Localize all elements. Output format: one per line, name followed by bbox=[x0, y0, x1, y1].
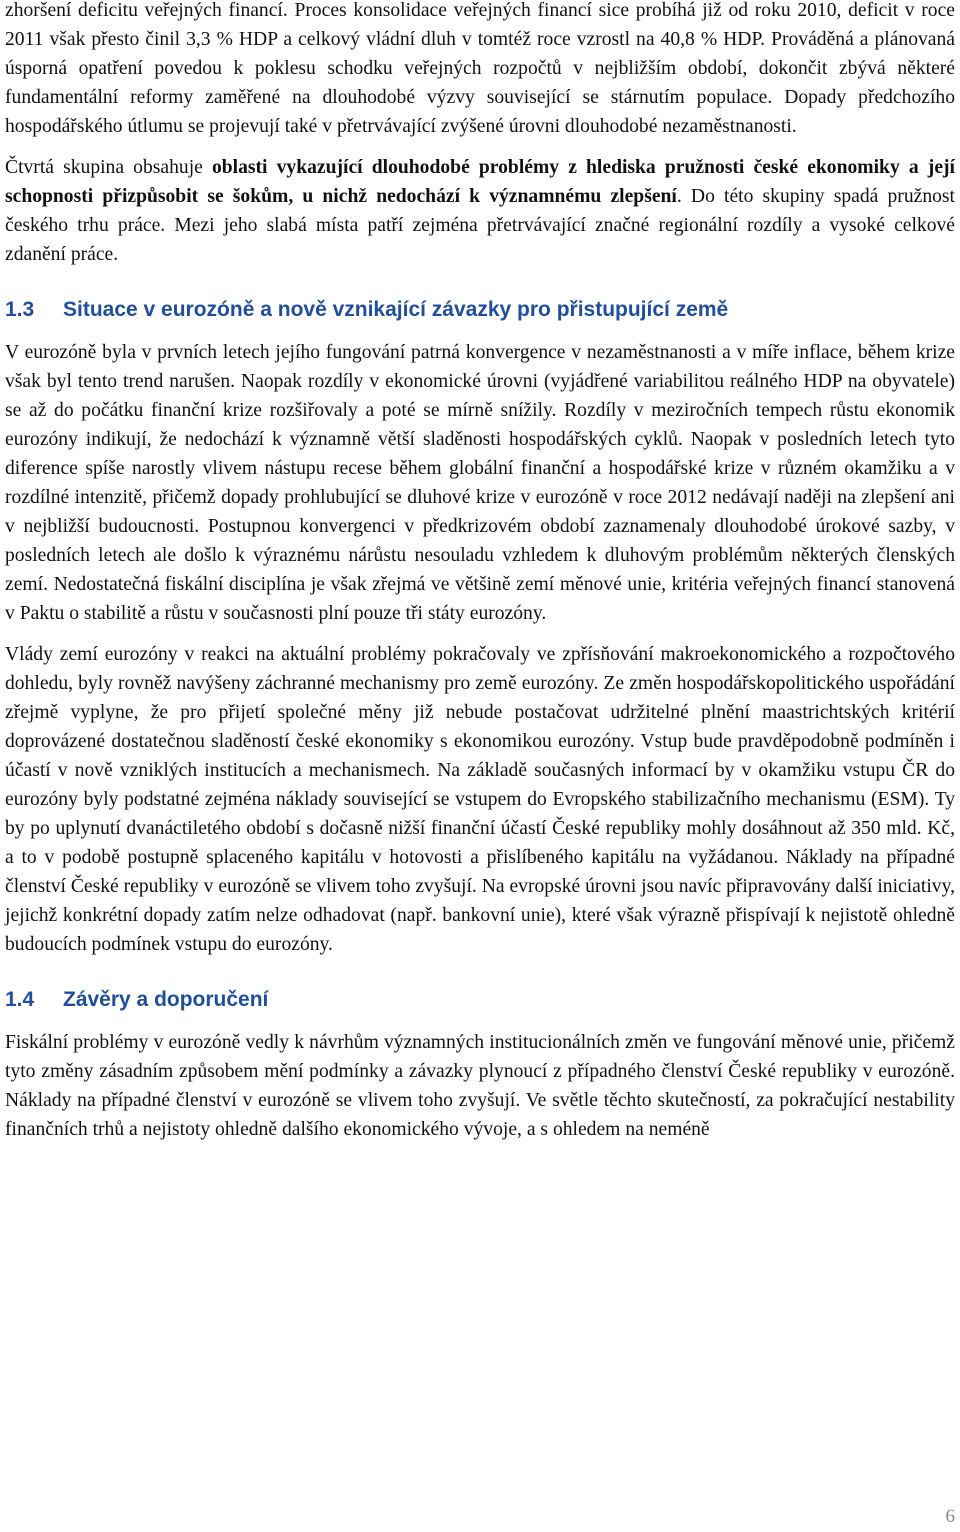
section-number-1-4: 1.4 bbox=[5, 988, 35, 1011]
section-number-1-3: 1.3 bbox=[5, 298, 35, 321]
paragraph-fourth-group-emphasis: oblasti vykazující dlouhodobé problémy z hlediska pružnosti české ekonomiky a její schopnosti přizpůsobit se šokům, u nichž nedochází k významnému zlepšení bbox=[5, 157, 955, 207]
paragraph-fourth-group-intro: Čtvrtá skupina obsahuje bbox=[5, 157, 212, 178]
page-number: 6 bbox=[945, 1506, 955, 1527]
paragraph-conclusions: Fiskální problémy v eurozóně vedly k návrhům významných institucionálních změn ve fungování měnové unie, přičemž tyto změny zásadním způsobem mění podmínky a závazky plynoucí z případného členství České republiky v eurozóně. Náklady na případné členství v eurozóně se vlivem toho zvyšují. Ve světle těchto skutečností, za pokračující nestability finančních trhů a nejistoty ohledně dalšího ekonomického vývoje, a s ohledem na neméně bbox=[5, 1032, 955, 1140]
paragraph-fourth-group bbox=[5, 153, 955, 269]
document-page bbox=[5, 0, 955, 1156]
paragraph-eurozone-governments: Vlády zemí eurozóny v reakci na aktuální problémy pokračovaly ve zpřísňování makroekonomického a rozpočtového dohledu, byly rovněž navýšeny záchranné mechanismy pro země eurozóny. Ze změn hospodářskopolitického uspořádání zřejmě vyplyne, že pro přijetí společné měny již nebude postačovat udržitelné plnění maastrichtských kritérií doprovázené dostatečnou sladěností české ekonomiky s ekonomikou eurozóny. Vstup bude pravděpodobně podmíněn i účastí v nově vzniklých institucích a mechanismech. Na základě současných informací by v okamžiku vstupu ČR do eurozóny byly podstatné zejména náklady související se vstupem do Evropského stabilizačního mechanismu (ESM). Ty by po uplynutí dvanáctiletého období s dočasně nižší finanční účastí České republiky mohly dosáhnout až 350 mld. Kč, a to v podobě postupně splaceného kapitálu v hotovosti a přislíbeného kapitálu na vyžádanou. Náklady na případné členství České republiky v eurozóně se vlivem toho zvyšují. Na evropské úrovni jsou navíc připravovány další iniciativy, jejichž konkrétní dopady zatím nelze odhadovat (např. bankovní unie), které však výrazně přispívají k nejistotě ohledně budoucích podmínek vstupu do eurozóny. bbox=[5, 644, 955, 955]
section-title-1-4: Závěry a doporučení bbox=[63, 988, 269, 1011]
section-heading-1-4 bbox=[5, 985, 955, 1014]
paragraph-fiscal-deficit: zhoršení deficitu veřejných financí. Proces konsolidace veřejných financí sice probíhá již od roku 2010, deficit v roce 2011 však přesto činil 3,3 % HDP a celkový vládní dluh v tomtéž roce vzrostl na 40,8 % HDP. Prováděná a plánovaná úsporná opatření povedou k poklesu schodku veřejných rozpočtů v nejbližším období, dokončit zbývá některé fundamentální reformy zaměřené na dlouhodobé výzvy související se stárnutím populace. Dopady předchozího hospodářského útlumu se projevují také v přetrvávající zvýšené úrovni dlouhodobé nezaměstnanosti. bbox=[5, 0, 955, 137]
paragraph-eurozone-convergence: V eurozóně byla v prvních letech jejího fungování patrná konvergence v nezaměstnanosti a v míře inflace, během krize však byl tento trend narušen. Naopak rozdíly v ekonomické úrovni (vyjádřené variabilitou reálného HDP na obyvatele) se až do počátku finanční krize rozšiřovaly a poté se mírně snížily. Rozdíly v meziročních tempech růstu ekonomik eurozóny indikují, že nedochází k významně větší sladěnosti hospodářských cyklů. Naopak v posledních letech tyto diference spíše narostly vlivem nástupu recese během globální finanční a hospodářské krize v různém okamžiku a v rozdílné intenzitě, přičemž dopady prohlubující se dluhové krize v eurozóně v roce 2012 nedávají naději na zlepšení ani v nejbližší budoucnosti. Postupnou konvergenci v předkrizovém období zaznamenaly dlouhodobé úrokové sazby, v posledních letech ale došlo k výraznému nárůstu nesouladu vzhledem k dluhovým problémům některých členských zemí. Nedostatečná fiskální disciplína je však zřejmá ve většině zemí měnové unie, kritéria veřejných financí stanovená v Paktu o stabilitě a růstu v současnosti plní pouze tři státy eurozóny. bbox=[5, 342, 955, 624]
paragraph-fourth-group-rest: . Do této skupiny spadá pružnost českého trhu práce. Mezi jeho slabá místa patří zejména přetrvávající značné regionální rozdíly a vysoké celkové zdanění práce. bbox=[5, 186, 955, 265]
section-title-1-3: Situace v eurozóně a nově vznikající závazky pro přistupující země bbox=[63, 298, 729, 321]
section-heading-1-3 bbox=[5, 295, 955, 324]
